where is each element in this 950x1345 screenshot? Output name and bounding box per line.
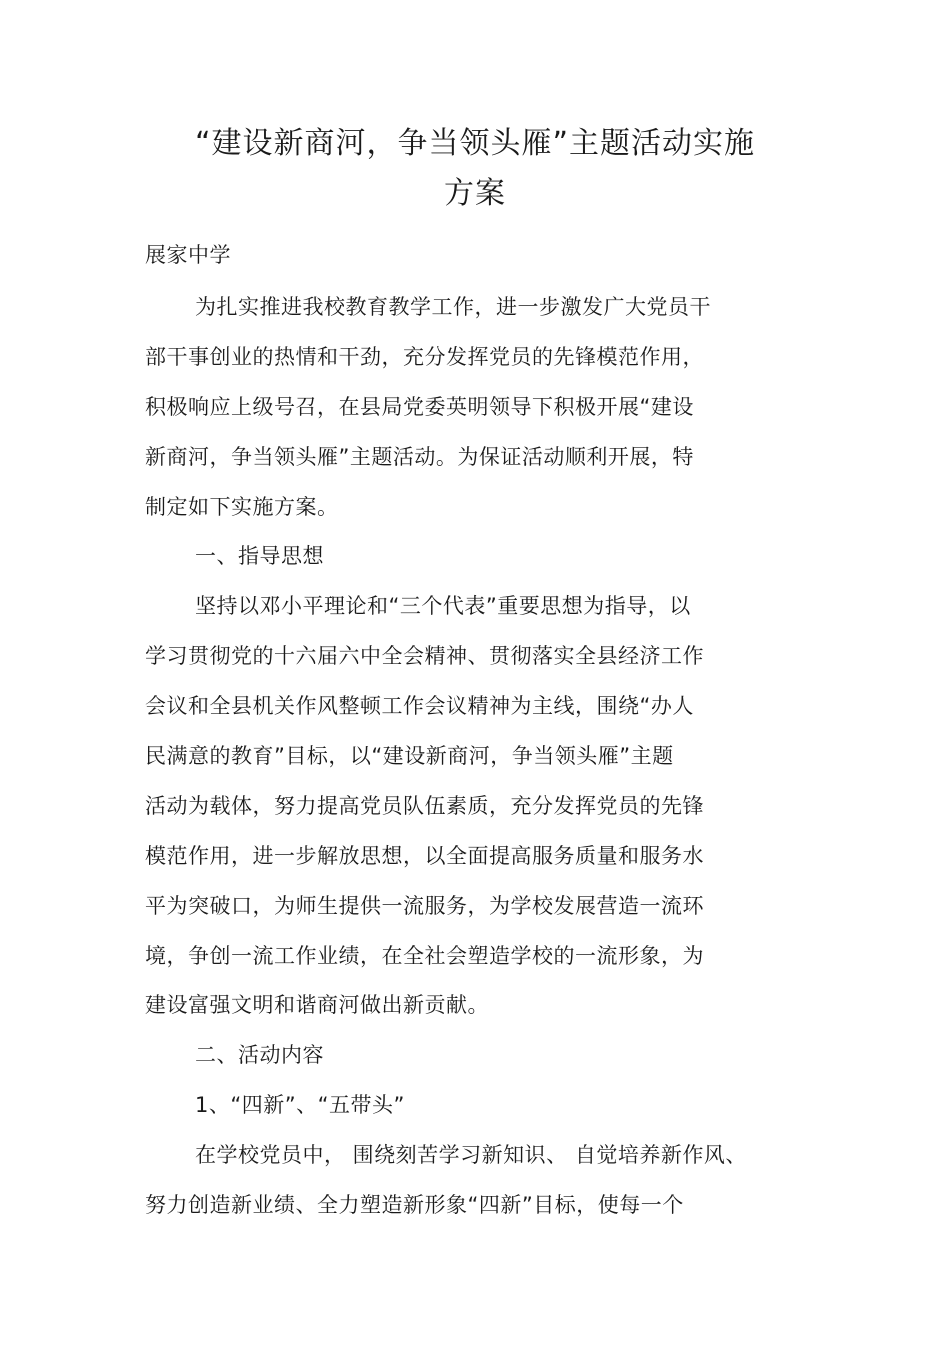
subsection-1-line-2: 努力创造新业绩、全力塑造新形象“四新”目标，使每一个 — [145, 1193, 684, 1217]
section-1-line-5: 活动为载体，努力提高党员队伍素质，充分发挥党员的先锋 — [145, 794, 704, 818]
section-1-line-8: 境，争创一流工作业绩，在全社会塑造学校的一流形象，为 — [145, 944, 704, 968]
section-1-line-7: 平为突破口，为师生提供一流服务，为学校发展营造一流环 — [145, 894, 704, 918]
section-1-line-1: 坚持以邓小平理论和“三个代表”重要思想为指导，以 — [195, 594, 691, 618]
document-title-line-1: “建设新商河，争当领头雁”主题活动实施 — [194, 126, 756, 161]
subsection-1-line-1: 在学校党员中， 围绕刻苦学习新知识、 自觉培养新作风、 — [195, 1143, 747, 1167]
intro-line-2: 部干事创业的热情和干劲，充分发挥党员的先锋模范作用， — [145, 345, 704, 369]
section-1-line-3: 会议和全县机关作风整顿工作会议精神为主线，围绕“办人 — [145, 694, 694, 718]
section-1-line-2: 学习贯彻党的十六届六中全会精神、贯彻落实全县经济工作 — [145, 644, 704, 668]
section-1-line-4: 民满意的教育”目标，以“建设新商河，争当领头雁”主题 — [145, 744, 674, 768]
intro-line-4: 新商河，争当领头雁”主题活动。为保证活动顺利开展，特 — [145, 445, 694, 469]
section-2-heading: 二、活动内容 — [195, 1043, 324, 1067]
section-1-line-9: 建设富强文明和谐商河做出新贡献。 — [145, 993, 489, 1017]
document-title-line-2: 方案 — [444, 176, 506, 211]
intro-line-1: 为扎实推进我校教育教学工作，进一步激发广大党员干 — [195, 295, 711, 319]
section-1-heading: 一、指导思想 — [195, 544, 324, 568]
section-1-line-6: 模范作用，进一步解放思想，以全面提高服务质量和服务水 — [145, 844, 704, 868]
subsection-1-heading: 1、“四新”、“五带头” — [195, 1093, 405, 1117]
intro-line-5: 制定如下实施方案。 — [145, 495, 339, 519]
school-name: 展家中学 — [145, 243, 231, 267]
intro-line-3: 积极响应上级号召，在县局党委英明领导下积极开展“建设 — [145, 395, 694, 419]
